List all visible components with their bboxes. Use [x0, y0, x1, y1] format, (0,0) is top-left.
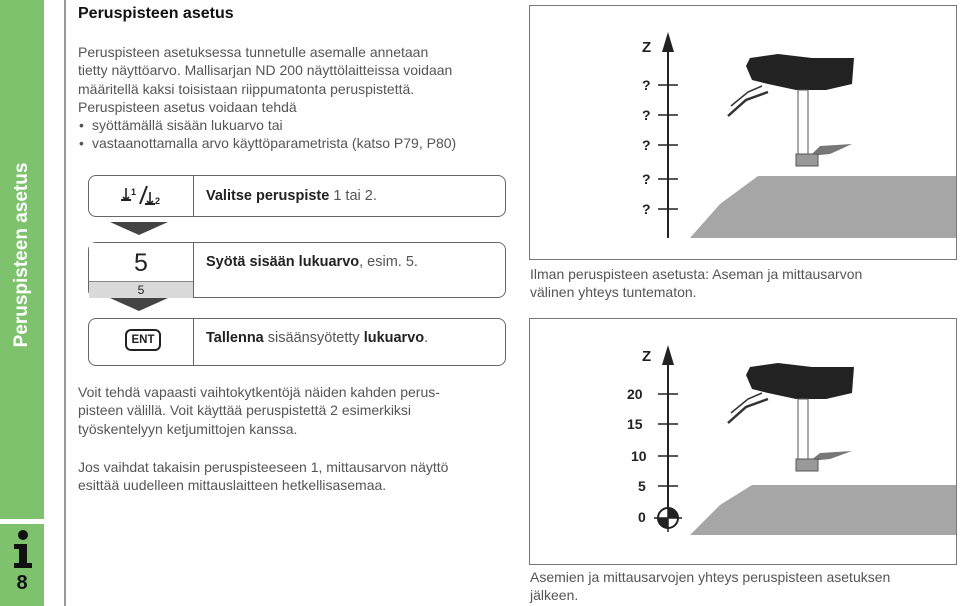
tick-label: ? — [642, 107, 651, 123]
step-key-area — [89, 319, 194, 365]
tick-label: ? — [642, 77, 651, 93]
datum-point-icon — [654, 504, 682, 532]
step-text: Tallenna sisäänsyötetty lukuarvo. — [206, 330, 429, 346]
tick-label: ? — [642, 201, 651, 217]
arrow-down-icon — [110, 298, 168, 311]
step-enter-value — [88, 242, 506, 298]
body-line: Voit tehdä vapaasti vaihtokytkentöjä näiden kahden perus- — [78, 384, 440, 400]
tick-label: 15 — [627, 416, 643, 432]
tick-label: 10 — [631, 448, 647, 464]
display-sub-value: 5 — [137, 283, 145, 297]
tick-label: 20 — [627, 386, 643, 402]
info-icon — [10, 529, 36, 569]
diagram-with-datum — [529, 318, 957, 565]
tick-label: ? — [642, 137, 651, 153]
display-status — [89, 281, 193, 298]
step-display-area — [89, 243, 194, 297]
section-tab-label: Peruspisteen asetus — [11, 162, 32, 348]
workpiece-shape — [690, 485, 956, 535]
caption-line: Ilman peruspisteen asetusta: Aseman ja mittausarvon — [530, 266, 863, 282]
tick-label: 5 — [638, 478, 646, 494]
intro-paragraph — [78, 43, 518, 153]
diagram-with-datum-figure — [530, 319, 956, 564]
ent-key-button[interactable]: ENT — [125, 329, 161, 351]
intro-line: Peruspisteen asetuksessa tunnetulle asemalle annetaan — [78, 44, 429, 60]
caption-with-datum — [530, 568, 950, 604]
body-paragraph — [78, 383, 498, 438]
workpiece-shape — [690, 176, 956, 238]
body-line: esittää uudelleen mittauslaitteen hetkellisasemaa. — [78, 477, 387, 494]
datum-select-key-icon[interactable] — [89, 176, 193, 216]
body-line: työskentelyyn ketjumittojen kanssa. — [78, 420, 298, 437]
svg-text:2: 2 — [155, 196, 161, 206]
caption-line: välinen yhteys tuntematon. — [530, 284, 697, 300]
body-paragraph — [78, 458, 498, 495]
caption-no-datum — [530, 265, 950, 301]
step-text: Valitse peruspiste 1 tai 2. — [206, 188, 377, 204]
display-main — [89, 243, 193, 281]
step-save-value — [88, 318, 506, 366]
bullet-item: • vastaanottamalla arvo käyttöparametrista (katso P79, P80) — [92, 134, 518, 152]
intro-line: Peruspisteen asetus voidaan tehdä — [78, 98, 297, 115]
step-key-area — [89, 176, 194, 216]
step-select-datum — [88, 175, 506, 217]
step-text: Syötä sisään lukuarvo, esim. 5. — [206, 254, 418, 270]
tick-label: 0 — [638, 509, 646, 525]
tick-label: ? — [642, 171, 651, 187]
sidebar-divider — [64, 0, 66, 606]
diagram-no-datum — [529, 5, 957, 260]
axis-label: Z — [642, 348, 652, 365]
sidebar — [0, 0, 66, 606]
arrow-down-icon — [110, 222, 168, 235]
caption-line: Asemien ja mittausarvojen yhteys peruspisteen asetuksen — [530, 569, 891, 585]
section-tab — [0, 0, 44, 519]
intro-line: tietty näyttöarvo. Mallisarjan ND 200 näyttölaitteissa voidaan — [78, 62, 453, 79]
bullet-item: • syöttämällä sisään lukuarvo tai — [92, 116, 518, 134]
body-line: Jos vaihdat takaisin peruspisteeseen 1, mittausarvon näyttö — [78, 459, 449, 475]
intro-bullets — [78, 116, 518, 153]
probe-head-shape — [746, 54, 854, 90]
body-line: pisteen välillä. Voit käyttää peruspistettä 2 esimerkiksi — [78, 402, 412, 419]
axis-label: Z — [642, 39, 652, 56]
page-number: 8 — [16, 572, 28, 594]
caption-line: jälkeen. — [530, 587, 579, 603]
page-title: Peruspisteen asetus — [78, 5, 234, 22]
display-value: 5 — [134, 249, 148, 277]
diagram-no-datum-figure — [530, 6, 956, 259]
svg-text:1: 1 — [131, 187, 137, 197]
intro-line: määritellä kaksi toisistaan riippumatonta peruspistettä. — [78, 80, 415, 97]
